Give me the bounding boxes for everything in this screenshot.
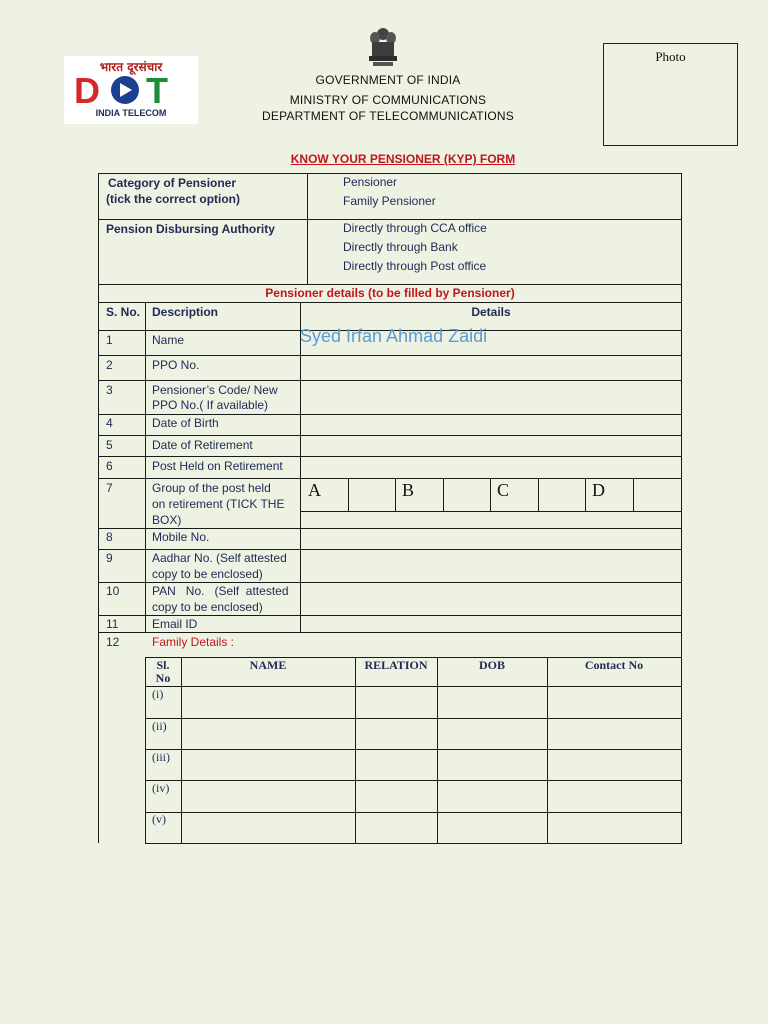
row-7-desc-line3: BOX) — [152, 513, 182, 527]
row-3-desc-line1: Pensioner’s Code/ New — [152, 383, 278, 397]
authority-label: Pension Disbursing Authority — [106, 222, 275, 236]
group-c-label: C — [497, 480, 510, 500]
group-d-label: D — [592, 480, 605, 500]
col-details-header: Details — [471, 305, 511, 319]
row-11-desc: Email ID — [152, 617, 198, 631]
row-8-desc: Mobile No. — [152, 530, 210, 544]
row-6-desc: Post Held on Retirement — [152, 459, 283, 473]
group-a-label: A — [308, 480, 321, 500]
row-3-no: 3 — [106, 383, 113, 397]
option-bank[interactable]: Directly through Bank — [343, 240, 458, 254]
family-row-5-label: (v) — [152, 812, 166, 826]
row-10-desc-line1: PAN No. (Self attested — [152, 584, 289, 598]
dob-field[interactable] — [301, 415, 681, 435]
ppo-field[interactable] — [301, 356, 681, 380]
row-9-desc-line2: copy to be enclosed) — [152, 567, 263, 581]
row-7-desc-line2: on retirement (TICK THE — [152, 497, 285, 511]
family-row-4-label: (iv) — [152, 781, 170, 795]
mobile-field[interactable] — [301, 529, 681, 549]
row-4-no: 4 — [106, 416, 113, 430]
col-sno-header: S. No. — [106, 305, 141, 319]
option-family-pensioner[interactable]: Family Pensioner — [343, 194, 436, 208]
group-a-checkbox[interactable] — [349, 479, 395, 511]
row-10-desc-line2: copy to be enclosed) — [152, 600, 263, 614]
option-cca-office[interactable]: Directly through CCA office — [343, 221, 487, 235]
family-row-2-label: (ii) — [152, 719, 167, 733]
form-title: KNOW YOUR PENSIONER (KYP) FORM — [290, 152, 516, 166]
email-field[interactable] — [301, 616, 681, 632]
pensioner-details-title: Pensioner details (to be filled by Pensioner) — [265, 286, 515, 300]
family-col-sl-line2: No — [155, 671, 171, 685]
national-emblem-icon — [364, 26, 402, 70]
family-row-1-label: (i) — [152, 687, 164, 701]
row-4-desc: Date of Birth — [152, 416, 219, 430]
header-ministry: MINISTRY OF COMMUNICATIONS — [289, 93, 487, 107]
group-b-label: B — [402, 480, 415, 500]
option-post-office[interactable]: Directly through Post office — [343, 259, 487, 273]
header-government: GOVERNMENT OF INDIA — [315, 73, 461, 87]
row-1-desc: Name — [152, 333, 185, 347]
group-c-checkbox[interactable] — [539, 479, 585, 511]
row-5-no: 5 — [106, 438, 113, 452]
family-col-contact: Contact No — [584, 658, 644, 672]
row-2-no: 2 — [106, 358, 113, 372]
category-label-hint: (tick the correct option) — [106, 192, 241, 206]
family-row-3[interactable] — [182, 750, 681, 780]
family-col-sl-line1: Sl. — [156, 658, 170, 672]
category-label: Category of Pensioner — [108, 176, 237, 190]
option-pensioner[interactable]: Pensioner — [343, 175, 398, 189]
dot-logo-mark — [70, 72, 194, 106]
row-12-no: 12 — [106, 635, 120, 649]
retirement-date-field[interactable] — [301, 436, 681, 456]
row-1-no: 1 — [106, 333, 113, 347]
family-row-4[interactable] — [182, 781, 681, 812]
row-3-desc-line2: PPO No.( If available) — [152, 398, 269, 412]
pan-field[interactable] — [301, 583, 681, 615]
row-2-desc: PPO No. — [152, 358, 200, 372]
group-d-checkbox[interactable] — [634, 479, 681, 511]
logo-hindi-text: भारत दूरसंचार — [99, 60, 163, 74]
logo-letter-t: T — [146, 72, 168, 106]
logo-letter-d: D — [74, 72, 100, 106]
row-7-desc-line1: Group of the post held — [152, 481, 271, 495]
row-9-desc-line1: Aadhar No. (Self attested — [152, 551, 287, 565]
family-details-label: Family Details : — [152, 635, 235, 649]
photo-box[interactable] — [603, 43, 738, 146]
row-11-no: 11 — [106, 617, 119, 631]
photo-label: Photo — [655, 49, 686, 64]
family-col-name: NAME — [249, 658, 287, 672]
row-10-no: 10 — [106, 584, 120, 598]
family-row-3-label: (iii) — [152, 750, 170, 764]
family-row-2[interactable] — [182, 719, 681, 749]
aadhar-field[interactable] — [301, 550, 681, 582]
col-description-header: Description — [152, 305, 219, 319]
family-row-1[interactable] — [182, 687, 681, 718]
row-7-no: 7 — [106, 481, 113, 495]
pensioner-code-field[interactable] — [301, 381, 681, 414]
dot-logo — [64, 56, 198, 124]
family-col-sl — [145, 659, 181, 685]
family-col-dob: DOB — [478, 658, 505, 672]
post-held-field[interactable] — [301, 457, 681, 478]
family-row-5[interactable] — [182, 813, 681, 843]
row-9-no: 9 — [106, 551, 113, 565]
name-value[interactable]: Syed Irfan Ahmad Zaidi — [300, 326, 488, 346]
row-8-no: 8 — [106, 530, 113, 544]
logo-tagline: INDIA TELECOM — [95, 108, 167, 118]
family-col-relation: RELATION — [364, 658, 428, 672]
header-department: DEPARTMENT OF TELECOMMUNICATIONS — [262, 109, 514, 123]
row-5-desc: Date of Retirement — [152, 438, 253, 452]
group-b-checkbox[interactable] — [444, 479, 490, 511]
row-6-no: 6 — [106, 459, 113, 473]
